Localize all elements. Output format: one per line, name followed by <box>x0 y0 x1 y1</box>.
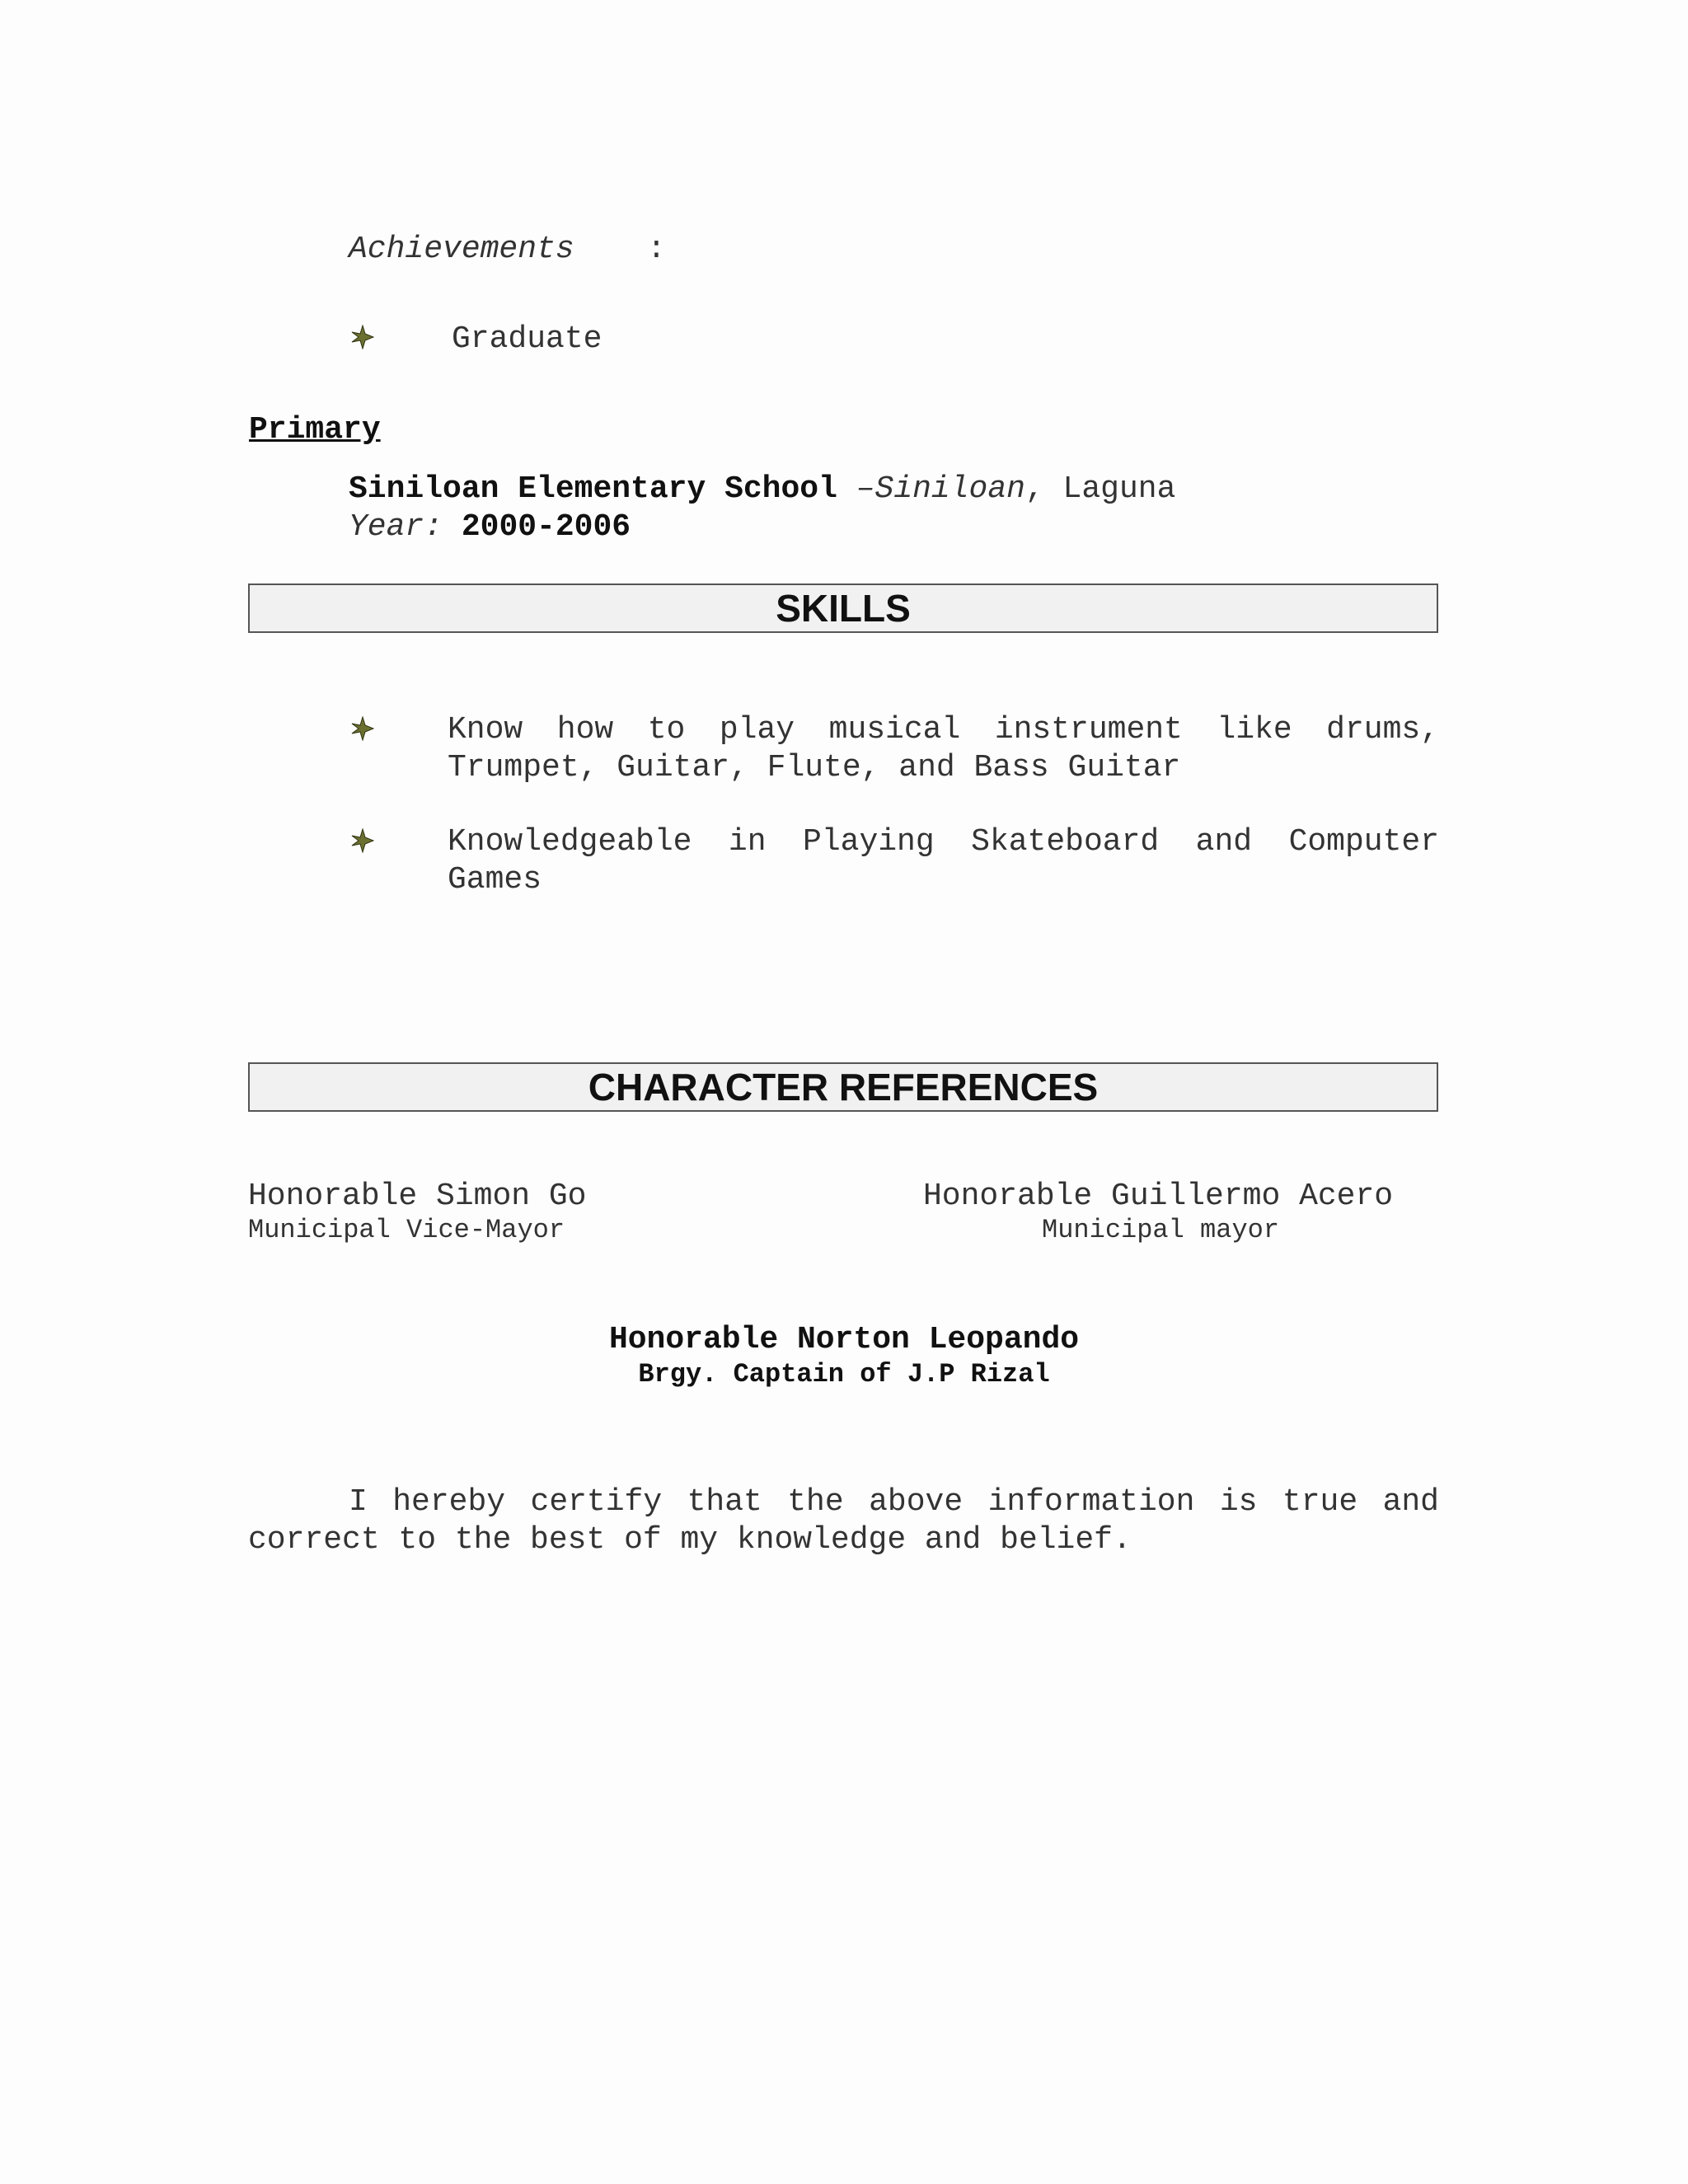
reference-title: Municipal Vice-Mayor <box>248 1215 565 1245</box>
year-value: 2000-2006 <box>461 509 631 545</box>
references-heading: CHARACTER REFERENCES <box>588 1066 1099 1108</box>
reference-title: Municipal mayor <box>1042 1215 1280 1245</box>
primary-heading: Primary <box>249 412 381 448</box>
school-name: Siniloan Elementary School <box>349 471 837 507</box>
school-separator: – <box>837 471 875 507</box>
arrow-bullet-icon <box>349 828 374 853</box>
school-town: Siniloan <box>874 471 1025 507</box>
achievements-label: Achievements <box>349 232 574 267</box>
achievement-item: Graduate <box>452 321 603 357</box>
skills-header-box <box>248 583 1438 633</box>
arrow-bullet-icon <box>349 325 374 349</box>
skill-item: Know how to play musical instrument like drums, Trumpet, Guitar, Flute, and Bass Guitar <box>448 712 1439 785</box>
year-line <box>349 509 631 546</box>
school-line <box>349 471 1175 509</box>
skills-heading: SKILLS <box>776 587 911 630</box>
skill-item: Knowledgeable in Playing Skateboard and Computer Games <box>448 824 1439 898</box>
reference-name: Honorable Simon Go <box>248 1179 587 1214</box>
certification-statement: I hereby certify that the above information is true and correct to the best of my knowledge and belief. <box>248 1484 1439 1558</box>
arrow-bullet-icon <box>349 716 374 741</box>
references-header-box <box>248 1062 1438 1112</box>
school-province: , Laguna <box>1025 471 1176 507</box>
reference-title: Brgy. Captain of J.P Rizal <box>638 1359 1050 1390</box>
reference-name: Honorable Norton Leopando <box>608 1322 1080 1357</box>
year-label: Year: <box>349 509 443 545</box>
achievements-colon: : <box>647 232 666 267</box>
reference-name: Honorable Guillermo Acero <box>923 1179 1394 1214</box>
